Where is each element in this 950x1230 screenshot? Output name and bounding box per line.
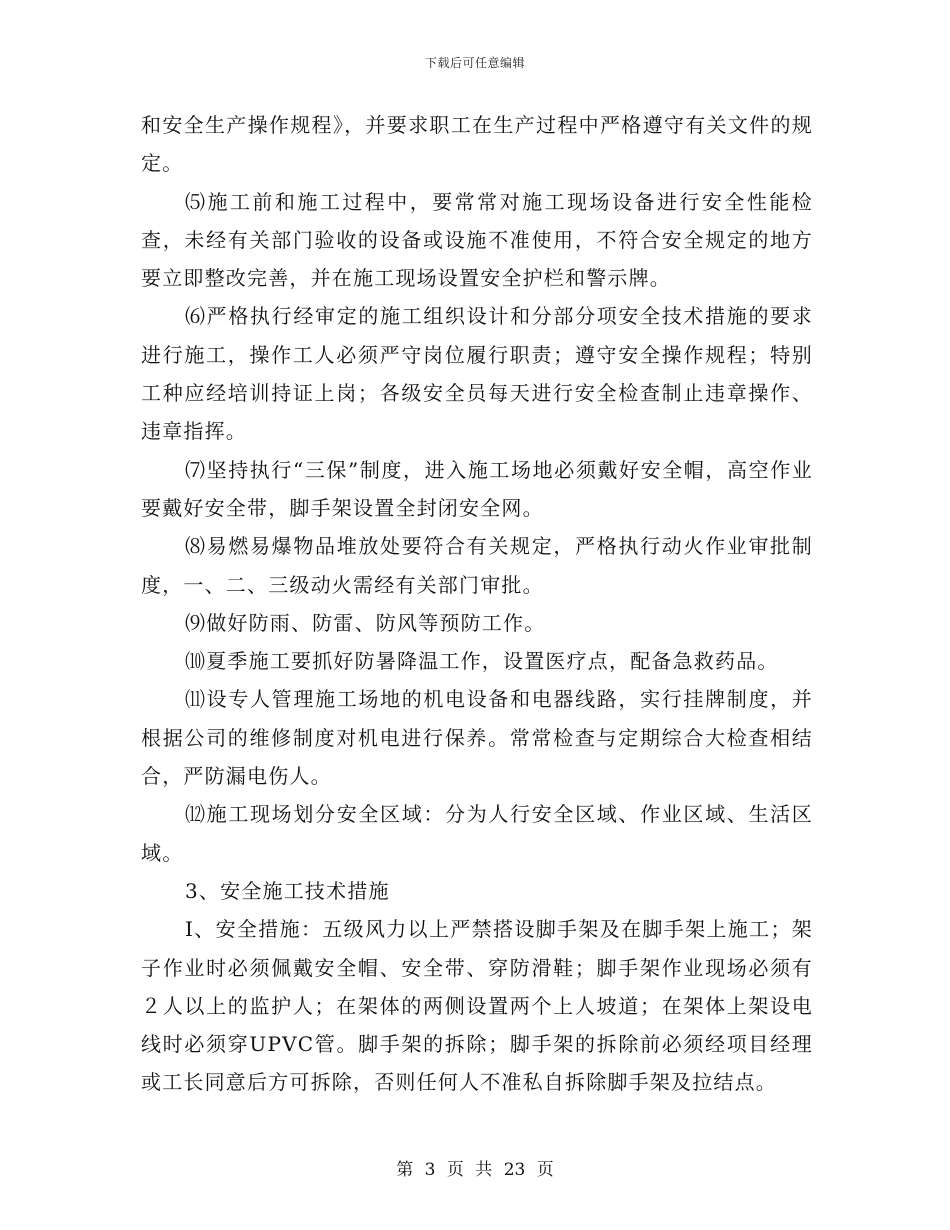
document-body <box>141 106 813 1102</box>
paragraph: ⑹严格执行经审定的施工组织设计和分部分项安全技术措施的要求进行施工，操作工人必须严守岗位履行职责；遵守安全操作规程；特别工种应经培训持证上岗；各级安全员每天进行安全检查制止违章操作、违章指挥。 <box>141 304 813 444</box>
paragraph: ⑻易燃易爆物品堆放处要符合有关规定，严格执行动火作业审批制度，一、二、三级动火需经有关部门审批。 <box>141 534 813 597</box>
paragraph: ⑿施工现场划分安全区域：分为人行安全区域、作业区域、生活区域。 <box>141 802 813 865</box>
paragraph: 和安全生产操作规程》，并要求职工在生产过程中严格遵守有关文件的规定。 <box>141 113 813 176</box>
paragraph: ⑸施工前和施工过程中，要常常对施工现场设备进行安全性能检查，未经有关部门验收的设备或设施不准使用，不符合安全规定的地方要立即整改完善，并在施工现场设置安全护栏和警示牌。 <box>141 189 813 291</box>
page-header: 下载后可任意编辑 <box>424 56 525 70</box>
section-heading: 3、安全施工技术措施 <box>185 878 390 903</box>
paragraph: ⑾设专人管理施工场地的机电设备和电器线路，实行挂牌制度，并根据公司的维修制度对机电进行保养。常常检查与定期综合大检查相结合，严防漏电伤人。 <box>141 687 813 789</box>
page-number: 第 3 页 共 23 页 <box>396 1160 554 1180</box>
paragraph: ⑼做好防雨、防雷、防风等预防工作。 <box>185 610 546 635</box>
paragraph: ⑺坚持执行“三保”制度，进入施工场地必须戴好安全帽，高空作业要戴好安全带，脚手架设置全封闭安全网。 <box>141 457 813 520</box>
paragraph: ⑽夏季施工要抓好防暑降温工作，设置医疗点，配备急救药品。 <box>185 649 779 674</box>
paragraph: Ⅰ、安全措施：五级风力以上严禁搭设脚手架及在脚手架上施工；架子作业时必须佩戴安全帽、安全带、穿防滑鞋；脚手架作业现场必须有２人以上的监护人；在架体的两侧设置两个上人坡道；在架体上架设电线时必须穿UPVC管。脚手架的拆除；脚手架的拆除前必须经项目经理或工长同意后方可拆除，否则任何人不准私自拆除脚手架及拉结点。 <box>141 917 813 1095</box>
